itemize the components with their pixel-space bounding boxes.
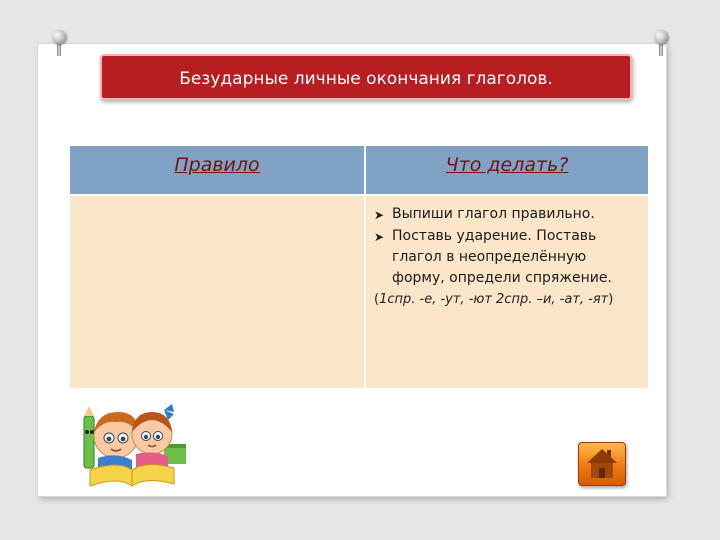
table-header-action: Что делать? — [366, 146, 648, 194]
table-header-rule: Правило — [70, 146, 364, 194]
arrow-bullet-icon: ➤ — [374, 208, 385, 222]
kids-reading-illustration — [66, 398, 192, 488]
list-item — [374, 226, 642, 289]
actions-cell — [366, 196, 648, 388]
conjugation-endings: 1спр. -е, -ут, -ют 2спр. –и, -ат, -ят — [379, 292, 609, 307]
list-item — [374, 204, 642, 226]
home-button[interactable] — [578, 442, 626, 486]
rule-cell — [70, 196, 364, 388]
pin-icon — [654, 30, 668, 56]
conjugation-note: (1спр. -е, -ут, -ют 2спр. –и, -ат, -ят) — [374, 292, 614, 307]
action-text: Поставь ударение. Поставь глагол в неопределённую форму, определи спряжение. — [392, 228, 612, 286]
action-text: Выпиши глагол правильно. — [392, 206, 595, 222]
pin-icon — [52, 30, 66, 56]
arrow-bullet-icon: ➤ — [374, 230, 385, 244]
slide-title: Безударные личные окончания глаголов. — [100, 54, 632, 100]
home-icon — [579, 443, 625, 485]
